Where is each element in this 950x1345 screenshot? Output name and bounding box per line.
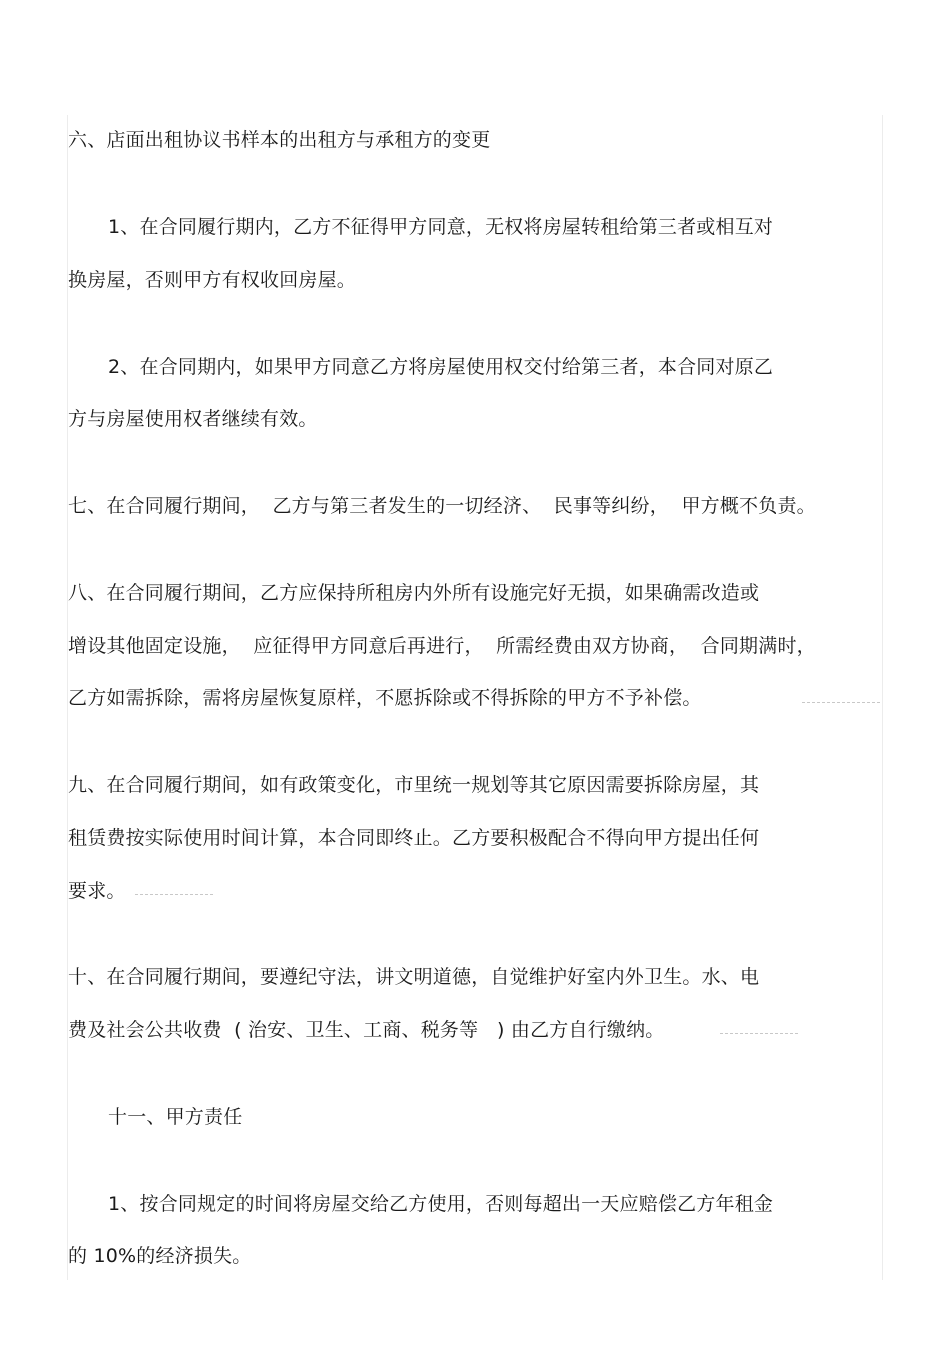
section-9-line: 九、在合同履行期间，如有政策变化，市里统一规划等其它原因需要拆除房屋，其 [68, 774, 760, 796]
section-9-line: 租赁费按实际使用时间计算，本合同即终止。乙方要积极配合不得向甲方提出任何 [68, 827, 760, 849]
section-10-line: 十、在合同履行期间，要遵纪守法，讲文明道德，自觉维护好室内外卫生。水、电 [68, 966, 760, 988]
paragraph-line: 2、在合同期内，如果甲方同意乙方将房屋使用权交付给第三者，本合同对原乙 [108, 356, 774, 378]
section-8-line: 八、在合同履行期间，乙方应保持所租房内外所有设施完好无损，如果确需改造或 [68, 582, 760, 604]
right-margin-line [882, 115, 883, 1280]
dashed-rule [720, 1033, 798, 1034]
section-8-line: 乙方如需拆除，需将房屋恢复原样，不愿拆除或不得拆除的甲方不予补偿。 [68, 687, 702, 709]
paragraph-line: 的 10%的经济损失。 [68, 1245, 252, 1267]
paragraph-line: 1、按合同规定的时间将房屋交给乙方使用，否则每超出一天应赔偿乙方年租金 [108, 1193, 774, 1215]
section-7-line: 七、在合同履行期间， 乙方与第三者发生的一切经济、 民事等纠纷， 甲方概不负责。 [68, 495, 816, 517]
section-10-line: 费及社会公共收费 ( 治安、卫生、工商、税务等 ) 由乙方自行缴纳。 [68, 1019, 665, 1041]
paragraph-line: 1、在合同履行期内，乙方不征得甲方同意，无权将房屋转租给第三者或相互对 [108, 216, 774, 238]
section-heading-11: 十一、甲方责任 [108, 1106, 243, 1128]
section-8-line: 增设其他固定设施， 应征得甲方同意后再进行， 所需经费由双方协商， 合同期满时， [68, 635, 816, 657]
paragraph-line: 方与房屋使用权者继续有效。 [68, 408, 318, 430]
section-9-line: 要求。 [68, 880, 126, 902]
dashed-rule [135, 894, 213, 895]
paragraph-line: 换房屋，否则甲方有权收回房屋。 [68, 269, 357, 291]
section-heading-6: 六、店面出租协议书样本的出租方与承租方的变更 [68, 129, 491, 151]
dashed-rule [802, 702, 880, 703]
